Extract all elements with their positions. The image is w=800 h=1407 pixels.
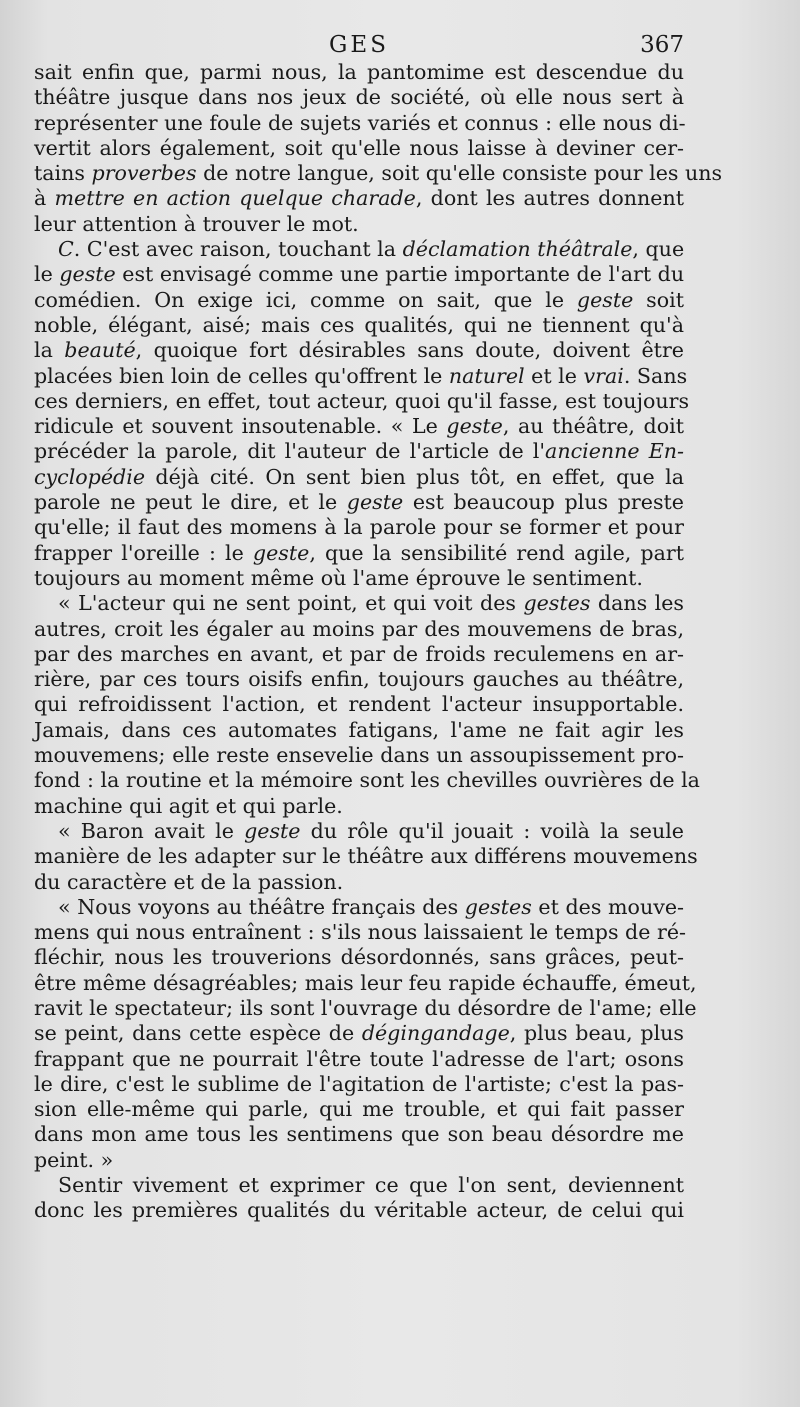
text-line	[34, 743, 684, 768]
italic-run: mettre en action quelque charade	[54, 186, 416, 211]
text-line	[34, 262, 684, 287]
text-line	[34, 591, 684, 616]
paragraph	[34, 1173, 684, 1224]
text-line	[34, 1097, 684, 1122]
text-line	[34, 1122, 684, 1147]
text-run: par des marches en avant, et par de froids reculemens en ar-	[34, 641, 684, 666]
text-run: placées bien loin de celles qu'offrent le	[34, 363, 449, 388]
text-run: « L'acteur qui ne sent point, et qui voit des	[58, 591, 524, 616]
text-run: rière, par ces tours oisifs enfin, toujours gauches au théâtre,	[34, 667, 684, 692]
text-line	[34, 515, 684, 540]
italic-run: cyclopédie	[34, 464, 146, 489]
text-line	[34, 1148, 684, 1173]
text-line	[34, 1021, 684, 1046]
italic-run: geste	[576, 287, 634, 312]
text-run: leur attention à trouver le mot.	[34, 211, 359, 236]
text-line	[34, 718, 684, 743]
text-run: mens qui nous entraînent : s'ils nous laissaient le temps de ré-	[34, 920, 686, 945]
text-run: la	[34, 338, 65, 363]
italic-run: gestes	[523, 591, 591, 616]
text-run: théâtre jusque dans nos jeux de société, où elle nous sert à	[34, 85, 684, 110]
text-run: vertit alors également, soit qu'elle nous laisse à deviner cer-	[34, 135, 684, 160]
italic-run: geste	[446, 414, 503, 439]
text-line	[34, 363, 688, 389]
text-run: le dire, c'est le sublime de l'agitation de l'artiste; c'est la pas-	[34, 1071, 684, 1096]
text-run: , plus beau, plus	[509, 1021, 685, 1046]
text-line	[34, 186, 684, 211]
text-run: frapper l'oreille : le	[34, 540, 253, 565]
text-run: dans mon ame tous les sentimens que son beau désordre me	[34, 1122, 684, 1147]
text-run: , que la sensibilité rend agile, part	[309, 540, 684, 565]
text-run: représenter une foule de sujets variés et connus : elle nous di-	[34, 110, 686, 135]
text-line	[34, 161, 723, 186]
paragraph	[34, 818, 698, 895]
text-run: manière de les adapter sur le théâtre aux différens mouvemens	[34, 844, 698, 869]
text-line	[34, 819, 684, 844]
running-head	[34, 32, 684, 62]
text-line	[34, 895, 684, 920]
italic-run: geste	[252, 540, 310, 565]
text-run: noble, élégant, aisé; mais ces qualités, qui ne tiennent qu'à	[34, 312, 684, 337]
italic-run: C	[58, 237, 74, 262]
text-run: de notre langue, soit qu'elle consiste pour les uns	[196, 161, 723, 186]
text-run: ravit le spectateur; ils sont l'ouvrage du désordre de l'ame; elle	[34, 995, 697, 1020]
text-run: peint. »	[34, 1147, 114, 1172]
text-run: du caractère et de la passion.	[34, 869, 344, 894]
text-run: est envisagé comme une partie importante de l'art du	[115, 262, 685, 287]
running-title: GES	[329, 32, 389, 58]
text-line	[34, 111, 684, 136]
text-line	[34, 970, 697, 996]
text-run: machine qui agit et qui parle.	[34, 793, 343, 818]
text-line	[34, 212, 684, 237]
text-run: mouvemens; elle reste ensevelie dans un assoupissement pro-	[34, 743, 684, 768]
text-run: sion elle-même qui parle, qui me trouble, et qui fait passer	[34, 1097, 684, 1122]
text-line	[34, 465, 684, 490]
text-line	[34, 490, 684, 515]
text-run: frappant que ne pourrait l'être toute l'adresse de l'art; osons	[34, 1046, 684, 1071]
text-run: , dont les autres donnent	[415, 186, 684, 211]
text-line	[34, 870, 684, 895]
text-run: Sentir vivement et exprimer ce que l'on sent, deviennent	[58, 1173, 684, 1198]
text-run: , au théâtre, doit	[502, 414, 684, 439]
text-line	[34, 541, 684, 566]
text-run: est beaucoup plus preste	[403, 490, 684, 515]
text-line	[34, 995, 697, 1021]
italic-run: gestes	[464, 894, 532, 919]
text-run: précéder la parole, dit l'auteur de l'article de l'	[34, 439, 546, 464]
italic-run: naturel	[448, 363, 525, 388]
text-run: déjà cité. On sent bien plus tôt, en effet, que la	[145, 464, 684, 489]
text-line	[34, 288, 684, 313]
italic-run: geste	[346, 490, 404, 515]
text-run: fléchir, nous les trouverions désordonnés, sans grâces, peut-	[34, 945, 684, 970]
text-run: et le	[524, 363, 584, 388]
text-run: le	[34, 262, 60, 287]
italic-run: ancienne En-	[545, 439, 684, 464]
text-run: Jamais, dans ces automates fatigans, l'ame ne fait agir les	[34, 717, 684, 742]
text-run: ridicule et souvent insoutenable. « Le	[34, 414, 447, 439]
italic-run: geste	[59, 262, 116, 287]
text-run: se peint, dans cette espèce de	[34, 1021, 362, 1046]
text-run: parole ne peut le dire, et le	[34, 490, 347, 515]
text-line	[34, 945, 684, 970]
text-line	[34, 338, 684, 363]
text-run: qu'elle; il faut des momens à la parole pour se former et pour	[34, 515, 684, 540]
paragraph	[34, 60, 723, 237]
text-run: qui refroidissent l'action, et rendent l'acteur insupportable.	[34, 692, 684, 717]
text-run: « Baron avait le	[58, 818, 245, 843]
text-line	[34, 60, 684, 85]
text-run: toujours au moment même où l'ame éprouve le sentiment.	[34, 565, 643, 590]
text-line	[34, 439, 684, 464]
body-text	[34, 60, 723, 1224]
text-run: comédien. On exige ici, comme on sait, que le	[34, 287, 577, 312]
text-line	[34, 388, 690, 414]
text-line	[34, 768, 700, 793]
italic-run: déclamation théâtrale	[402, 237, 633, 262]
text-run: tains	[34, 161, 92, 186]
paragraph	[34, 237, 690, 591]
italic-run: vrai	[583, 363, 624, 388]
text-run: fond : la routine et la mémoire sont les chevilles ouvrières de la	[34, 768, 700, 793]
text-line	[34, 1198, 684, 1223]
text-line	[34, 237, 684, 262]
text-run: à	[34, 186, 55, 211]
text-line	[34, 794, 684, 819]
italic-run: beauté	[64, 338, 136, 363]
text-run: donc les premières qualités du véritable acteur, de celui qui	[34, 1198, 684, 1223]
text-line	[34, 313, 684, 338]
italic-run: dégingandage	[361, 1021, 510, 1046]
italic-run: proverbes	[91, 161, 197, 186]
text-run: autres, croit les égaler au moins par des mouvemens de bras,	[34, 616, 684, 641]
text-run: sait enfin que, parmi nous, la pantomime est descendue du	[34, 60, 684, 84]
text-run: du rôle qu'il jouait : voilà la seule	[300, 818, 684, 843]
text-run: , que	[632, 237, 685, 262]
text-line	[34, 1072, 684, 1097]
text-run: être même désagréables; mais leur feu rapide échauffe, émeut,	[34, 970, 697, 995]
text-run: et des mouve-	[531, 894, 684, 919]
text-line	[34, 1173, 684, 1198]
text-line	[34, 85, 684, 110]
text-run: ces derniers, en effet, tout acteur, quoi qu'il fasse, est toujours	[34, 388, 690, 413]
text-run: dans les	[590, 591, 685, 616]
text-run: , quoique fort désirables sans doute, doivent être	[135, 338, 684, 363]
text-line	[34, 617, 684, 642]
text-line	[34, 414, 684, 439]
text-line	[34, 844, 698, 869]
paragraph	[34, 591, 700, 819]
page-number: 367	[640, 32, 684, 58]
italic-run: geste	[244, 818, 301, 843]
text-line	[34, 920, 684, 945]
text-line	[34, 692, 684, 717]
paragraph	[34, 894, 697, 1173]
text-line	[34, 1047, 684, 1072]
text-line	[34, 566, 684, 591]
text-run: . Sans	[623, 363, 688, 388]
text-run: . C'est avec raison, touchant la	[73, 237, 403, 262]
text-run: soit	[633, 287, 684, 312]
text-line	[34, 136, 684, 161]
text-line	[34, 642, 684, 667]
text-run: « Nous voyons au théâtre français des	[58, 894, 465, 919]
text-line	[34, 667, 684, 692]
